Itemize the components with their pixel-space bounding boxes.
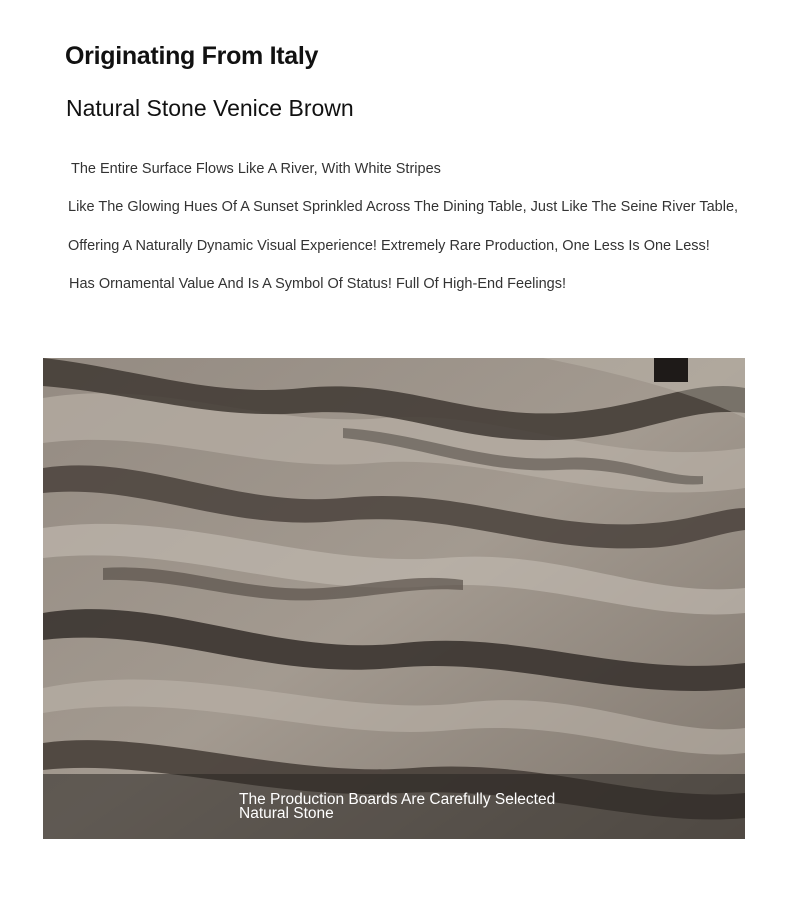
page-title: Originating From Italy	[65, 42, 319, 70]
product-name: Natural Stone Venice Brown	[66, 95, 354, 121]
marble-slab-photo	[43, 358, 745, 839]
photo-caption: The Production Boards Are Carefully Selected Natural Stone	[239, 791, 556, 822]
description-line-1: The Entire Surface Flows Like A River, With White Stripes	[71, 161, 441, 177]
description-line-2: Like The Glowing Hues Of A Sunset Sprinkled Across The Dining Table, Just Like The Seine River Table,	[68, 199, 739, 215]
description-line-4: Has Ornamental Value And Is A Symbol Of Status! Full Of High-End Feelings!	[69, 276, 566, 292]
description-line-3: Offering A Naturally Dynamic Visual Experience! Extremely Rare Production, One Less Is One Less!	[68, 238, 710, 254]
marble-texture-image	[43, 358, 745, 839]
